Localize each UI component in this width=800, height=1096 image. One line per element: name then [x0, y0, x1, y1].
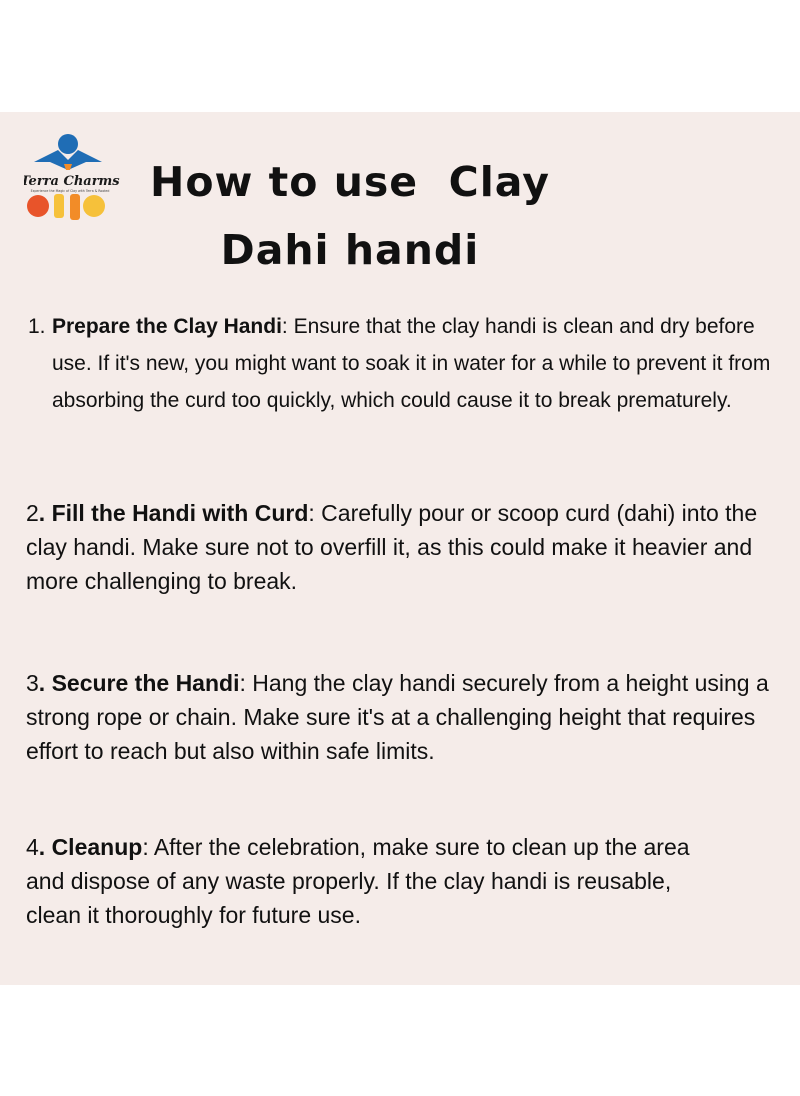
step-4 [26, 830, 716, 932]
logo-tagline-text: Experience the Magic of Clay with Terra & Rooted [30, 189, 110, 193]
step-4-text: : After the celebration, make sure to clean up the area and dispose of any waste properly. If the clay handi is reusable, clean it thoroughly for future use. [26, 834, 690, 928]
step-3-number: 3 [26, 670, 39, 696]
step-2 [26, 496, 776, 598]
step-2-text: : Carefully pour or scoop curd (dahi) into the clay handi. Make sure not to overfill it, as this could make it heavier and more challenging to break. [26, 500, 758, 594]
step-3-text: : Hang the clay handi securely from a height using a strong rope or chain. Make sure it's at a challenging height that requires effort to reach but also within safe limits. [26, 670, 769, 764]
step-4-heading: . Cleanup [38, 834, 143, 860]
title-line-1: How to use Clay [150, 158, 550, 206]
step-2-number: 2 [26, 500, 39, 526]
logo-brand-text: Terra Charms [24, 174, 120, 189]
step-1-heading: Prepare the Clay Handi [52, 315, 282, 338]
step-2-heading: . Fill the Handi with Curd [38, 500, 309, 526]
step-3 [26, 666, 776, 768]
title-line-2: Dahi handi [220, 226, 480, 274]
step-1-body [28, 308, 773, 419]
content-panel [0, 112, 800, 985]
step-1 [28, 308, 773, 419]
step-1-number: 1. [28, 315, 46, 338]
step-3-heading: . Secure the Handi [38, 670, 240, 696]
step-4-number: 4 [26, 834, 39, 860]
step-1-text: : Ensure that the clay handi is clean and dry before use. If it's new, you might want to soak it in water for a while to prevent it from absorbing the curd too quickly, which could cause it to break prematurely. [52, 315, 771, 412]
page-title [0, 148, 700, 284]
